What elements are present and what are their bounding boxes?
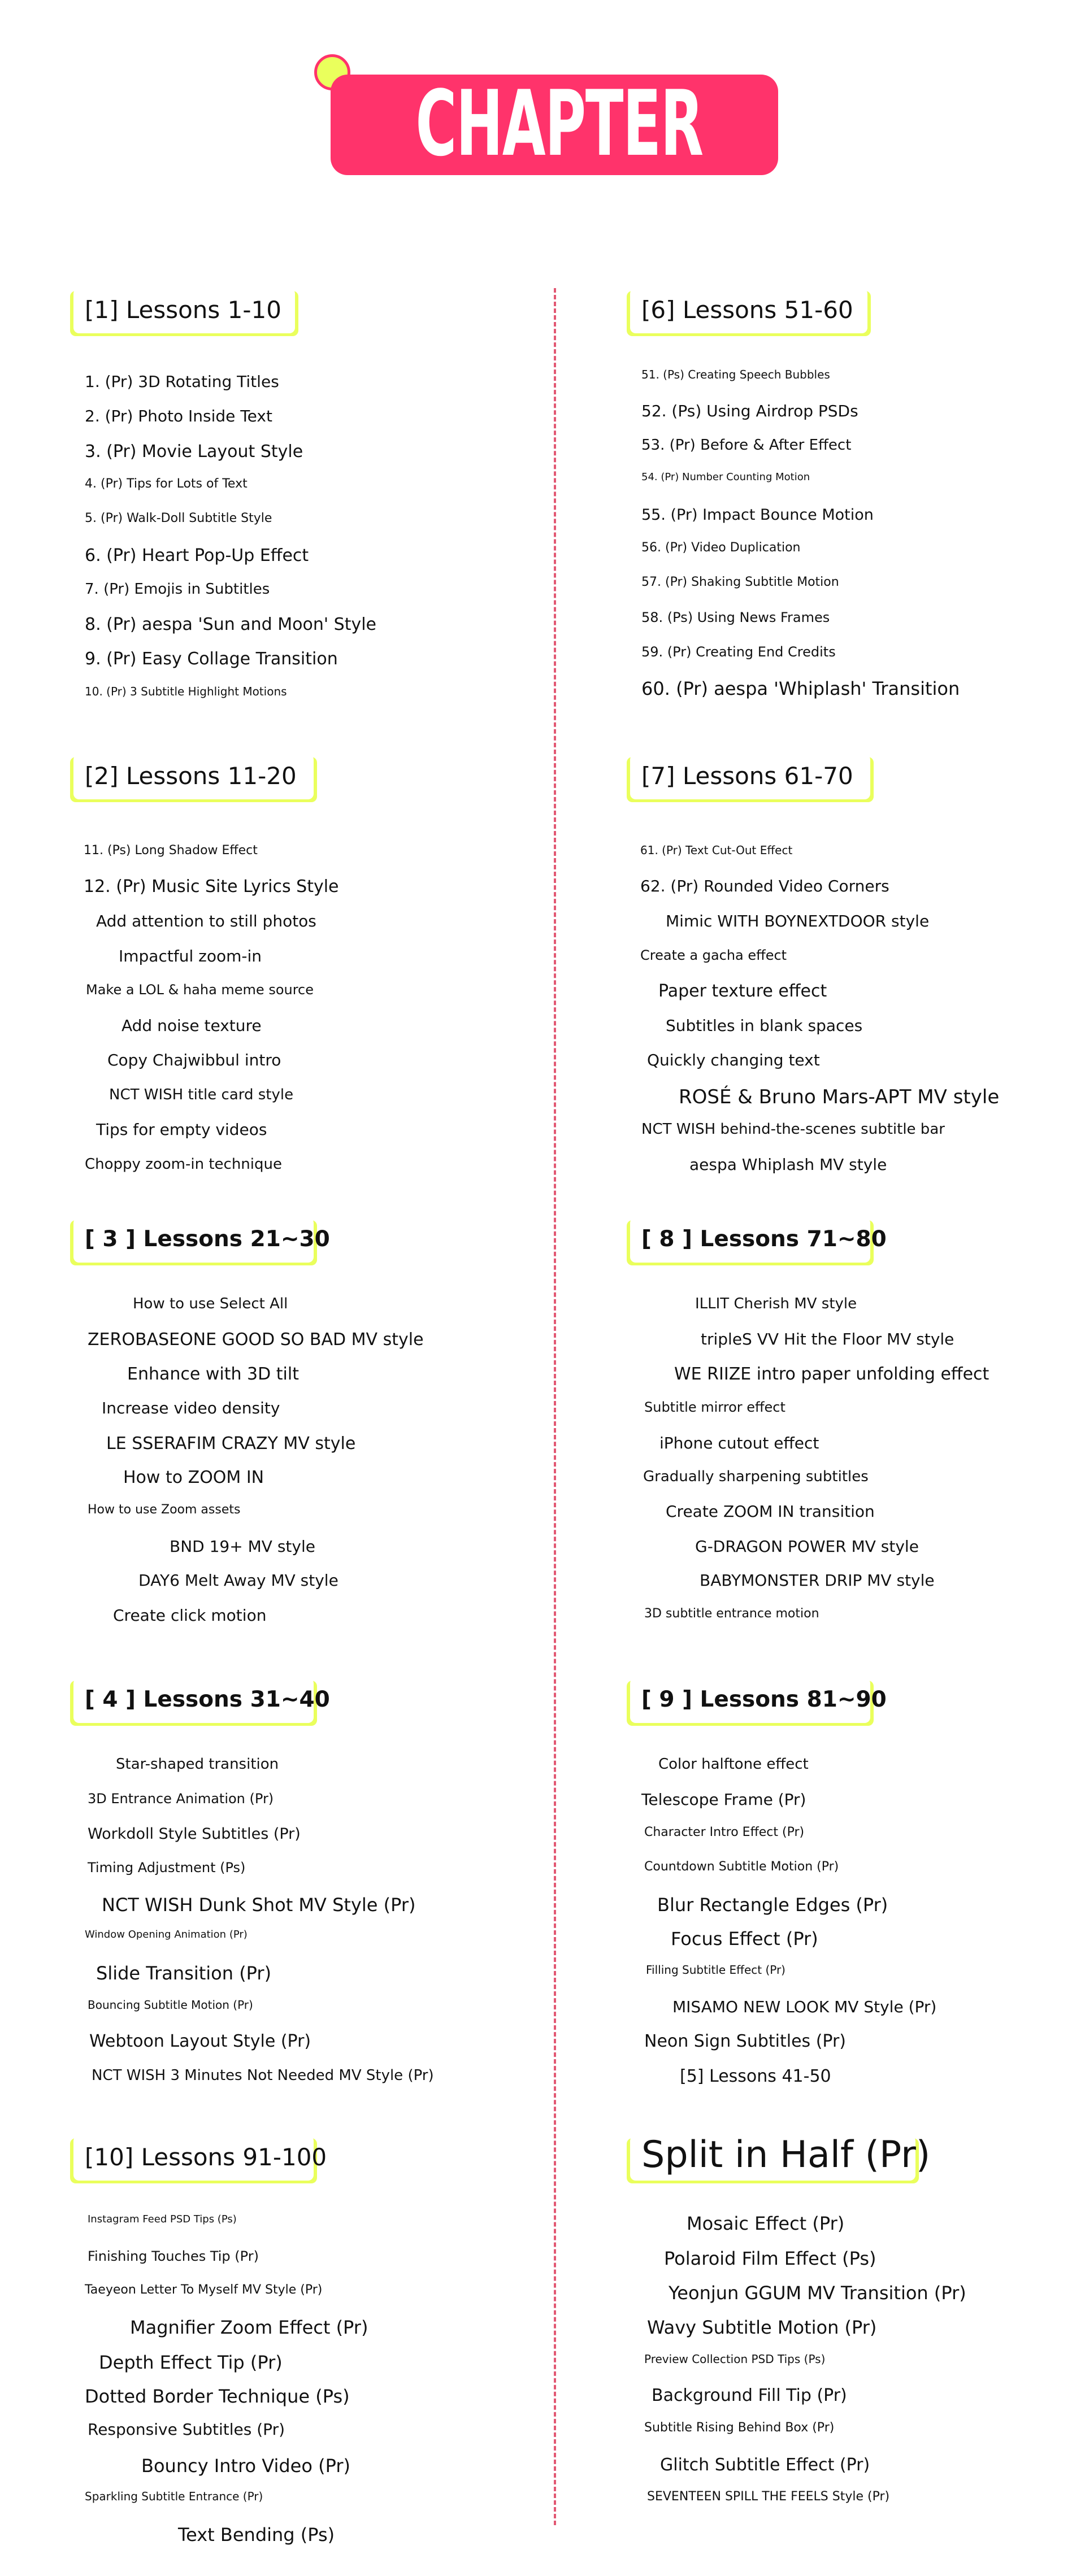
lesson-section <box>630 2135 1085 2576</box>
lesson-item: 12. (Pr) Music Site Lyrics Style <box>84 877 339 897</box>
lesson-section <box>73 2135 559 2576</box>
lesson-item: BABYMONSTER DRIP MV style <box>700 1571 935 1590</box>
lesson-item: 51. (Ps) Creating Speech Bubbles <box>641 368 830 381</box>
lesson-item: 3. (Pr) Movie Layout Style <box>85 442 303 462</box>
lesson-item: 4. (Pr) Tips for Lots of Text <box>85 477 248 491</box>
lesson-item: 7. (Pr) Emojis in Subtitles <box>85 581 270 598</box>
lesson-item: Neon Sign Subtitles (Pr) <box>644 2031 846 2051</box>
lesson-item: Dotted Border Technique (Ps) <box>85 2386 350 2407</box>
lesson-item: DAY6 Melt Away MV style <box>138 1571 338 1590</box>
lesson-item: 59. (Pr) Creating End Credits <box>641 644 836 660</box>
lesson-item: Focus Effect (Pr) <box>671 1928 818 1950</box>
lesson-item: Filling Subtitle Effect (Pr) <box>646 1963 785 1977</box>
section-heading <box>630 288 867 333</box>
lesson-item: NCT WISH Dunk Shot MV Style (Pr) <box>102 1894 416 1916</box>
lesson-item: How to ZOOM IN <box>123 1468 264 1487</box>
lesson-item: 2. (Pr) Photo Inside Text <box>85 407 272 425</box>
lesson-item: 8. (Pr) aespa 'Sun and Moon' Style <box>85 615 377 634</box>
lesson-item: BND 19+ MV style <box>170 1537 315 1556</box>
lesson-item: Instagram Feed PSD Tips (Ps) <box>88 2213 237 2225</box>
lesson-item: Add noise texture <box>121 1016 262 1035</box>
lesson-item: Depth Effect Tip (Pr) <box>99 2352 283 2373</box>
lesson-item: 53. (Pr) Before & After Effect <box>641 437 852 454</box>
lesson-item: ZEROBASEONE GOOD SO BAD MV style <box>88 1330 424 1350</box>
lesson-item: Copy Chajwibbul intro <box>107 1051 281 1069</box>
lesson-item: [5] Lessons 41-50 <box>680 2066 831 2086</box>
section-heading <box>630 754 870 799</box>
lesson-item: iPhone cutout effect <box>659 1434 819 1452</box>
lesson-item: Workdoll Style Subtitles (Pr) <box>88 1825 301 1843</box>
lesson-item: Bouncy Intro Video (Pr) <box>141 2455 350 2477</box>
lesson-item: 61. (Pr) Text Cut-Out Effect <box>640 843 793 857</box>
section-heading-text: Split in Half (Pr) <box>641 2134 931 2176</box>
lesson-item: Glitch Subtitle Effect (Pr) <box>660 2455 870 2475</box>
lesson-item: How to use Zoom assets <box>88 1503 241 1517</box>
section-heading <box>73 754 314 799</box>
lesson-item: Timing Adjustment (Ps) <box>88 1860 246 1876</box>
section-heading <box>630 1678 887 1723</box>
lesson-item: Quickly changing text <box>647 1051 820 1069</box>
section-heading <box>73 1217 330 1263</box>
lesson-item: Blur Rectangle Edges (Pr) <box>657 1894 888 1916</box>
lesson-item: 52. (Ps) Using Airdrop PSDs <box>641 402 858 420</box>
lesson-section <box>73 288 559 729</box>
lesson-item: Add attention to still photos <box>96 912 316 930</box>
lesson-section <box>630 288 1085 729</box>
lesson-item: Yeonjun GGUM MV Transition (Pr) <box>669 2282 966 2304</box>
lesson-item: Wavy Subtitle Motion (Pr) <box>647 2317 877 2338</box>
lesson-item: 57. (Pr) Shaking Subtitle Motion <box>641 575 839 589</box>
lesson-item: NCT WISH 3 Minutes Not Needed MV Style (Pr) <box>92 2067 434 2084</box>
lesson-item: Webtoon Layout Style (Pr) <box>89 2031 311 2051</box>
lesson-item: Mimic WITH BOYNEXTDOOR style <box>666 912 930 930</box>
lesson-item: Countdown Subtitle Motion (Pr) <box>644 1860 839 1874</box>
lesson-item: Mosaic Effect (Pr) <box>687 2213 845 2234</box>
lesson-item: Star-shaped transition <box>116 1756 279 1773</box>
section-heading-text: [7] Lessons 61-70 <box>641 762 853 790</box>
lesson-section <box>73 754 559 1195</box>
lesson-section <box>630 754 1085 1195</box>
lesson-item: Background Fill Tip (Pr) <box>652 2386 847 2405</box>
lesson-item: 3D Entrance Animation (Pr) <box>88 1791 274 1807</box>
lesson-item: LE SSERAFIM CRAZY MV style <box>106 1434 356 1454</box>
lesson-item: Choppy zoom-in technique <box>85 1156 282 1173</box>
section-heading-text: [1] Lessons 1-10 <box>85 296 281 324</box>
lesson-item: NCT WISH behind-the-scenes subtitle bar <box>641 1121 945 1138</box>
lesson-item: ROSÉ & Bruno Mars-APT MV style <box>679 1086 1000 1108</box>
lesson-item: Create a gacha effect <box>640 947 787 963</box>
section-heading-text: [ 3 ] Lessons 21~30 <box>85 1226 330 1252</box>
lesson-item: Make a LOL & haha meme source <box>86 982 314 998</box>
lesson-item: 58. (Ps) Using News Frames <box>641 610 830 625</box>
lesson-item: Create click motion <box>113 1606 267 1625</box>
lesson-item: WE RIIZE intro paper unfolding effect <box>674 1364 989 1384</box>
lesson-item: Subtitle mirror effect <box>644 1399 785 1415</box>
lesson-item: 56. (Pr) Video Duplication <box>641 541 801 555</box>
lesson-item: ILLIT Cherish MV style <box>695 1295 857 1312</box>
banner-title: CHAPTER <box>415 71 703 176</box>
lesson-item: Enhance with 3D tilt <box>127 1364 299 1384</box>
lesson-item: Subtitle Rising Behind Box (Pr) <box>644 2421 835 2435</box>
lesson-item: Window Opening Animation (Pr) <box>85 1929 248 1940</box>
section-heading-text: [ 8 ] Lessons 71~80 <box>641 1226 887 1252</box>
lesson-item: 5. (Pr) Walk-Doll Subtitle Style <box>85 511 272 525</box>
lesson-item: aespa Whiplash MV style <box>689 1155 887 1174</box>
lesson-item: 9. (Pr) Easy Collage Transition <box>85 649 338 669</box>
section-heading <box>630 1217 887 1263</box>
lesson-item: Increase video density <box>102 1399 280 1417</box>
section-heading <box>73 2135 327 2181</box>
lesson-item: 55. (Pr) Impact Bounce Motion <box>641 506 874 524</box>
lesson-item: SEVENTEEN SPILL THE FEELS Style (Pr) <box>647 2490 890 2504</box>
lesson-item: 62. (Pr) Rounded Video Corners <box>640 877 889 895</box>
lesson-item: Subtitles in blank spaces <box>666 1016 863 1035</box>
lesson-item: Gradually sharpening subtitles <box>643 1468 869 1485</box>
lesson-item: tripleS VV Hit the Floor MV style <box>701 1330 954 1348</box>
lesson-item: How to use Select All <box>133 1295 288 1312</box>
lesson-item: Paper texture effect <box>658 981 827 1001</box>
lesson-item: Color halftone effect <box>658 1756 809 1773</box>
lesson-item: Magnifier Zoom Effect (Pr) <box>130 2317 368 2338</box>
lesson-item: G-DRAGON POWER MV style <box>695 1537 919 1556</box>
section-heading <box>73 288 295 333</box>
lesson-section <box>630 1678 1085 2118</box>
lesson-item: Tips for empty videos <box>96 1120 267 1139</box>
lesson-item: Preview Collection PSD Tips (Ps) <box>644 2352 826 2366</box>
lesson-section <box>73 1678 559 2118</box>
lesson-item: Impactful zoom-in <box>119 947 262 965</box>
lesson-item: Responsive Subtitles (Pr) <box>88 2420 285 2439</box>
lesson-item: 6. (Pr) Heart Pop-Up Effect <box>85 546 309 565</box>
lesson-item: Finishing Touches Tip (Pr) <box>88 2248 259 2264</box>
lesson-item: Telescope Frame (Pr) <box>641 1790 806 1809</box>
lesson-item: Create ZOOM IN transition <box>666 1502 875 1521</box>
lesson-item: Taeyeon Letter To Myself MV Style (Pr) <box>85 2283 323 2297</box>
section-heading <box>73 1678 330 1723</box>
lesson-item: MISAMO NEW LOOK MV Style (Pr) <box>672 1998 937 2016</box>
lesson-item: 11. (Ps) Long Shadow Effect <box>84 843 258 858</box>
section-heading <box>630 2134 931 2181</box>
lesson-section <box>630 1217 1085 1658</box>
chapter-banner <box>331 71 778 176</box>
lesson-item: 54. (Pr) Number Counting Motion <box>641 471 810 483</box>
section-heading-text: [2] Lessons 11-20 <box>85 762 297 790</box>
lesson-item: 10. (Pr) 3 Subtitle Highlight Motions <box>85 685 287 698</box>
lesson-item: 3D subtitle entrance motion <box>644 1607 819 1621</box>
lesson-item: 1. (Pr) 3D Rotating Titles <box>85 372 279 391</box>
lesson-item: Bouncing Subtitle Motion (Pr) <box>88 1998 253 2012</box>
section-heading-text: [10] Lessons 91-100 <box>85 2143 327 2171</box>
lesson-item: Sparkling Subtitle Entrance (Pr) <box>85 2490 263 2503</box>
lesson-section <box>73 1217 559 1658</box>
lesson-item: NCT WISH title card style <box>109 1086 294 1103</box>
lesson-item: Character Intro Effect (Pr) <box>644 1825 805 1839</box>
lesson-item: Text Bending (Ps) <box>178 2524 335 2545</box>
section-heading-text: [ 4 ] Lessons 31~40 <box>85 1687 330 1712</box>
lesson-item: Polaroid Film Effect (Ps) <box>664 2248 876 2269</box>
lesson-item: 60. (Pr) aespa 'Whiplash' Transition <box>641 678 960 699</box>
lesson-item: Slide Transition (Pr) <box>96 1963 272 1984</box>
section-heading-text: [ 9 ] Lessons 81~90 <box>641 1687 887 1712</box>
section-heading-text: [6] Lessons 51-60 <box>641 296 853 324</box>
